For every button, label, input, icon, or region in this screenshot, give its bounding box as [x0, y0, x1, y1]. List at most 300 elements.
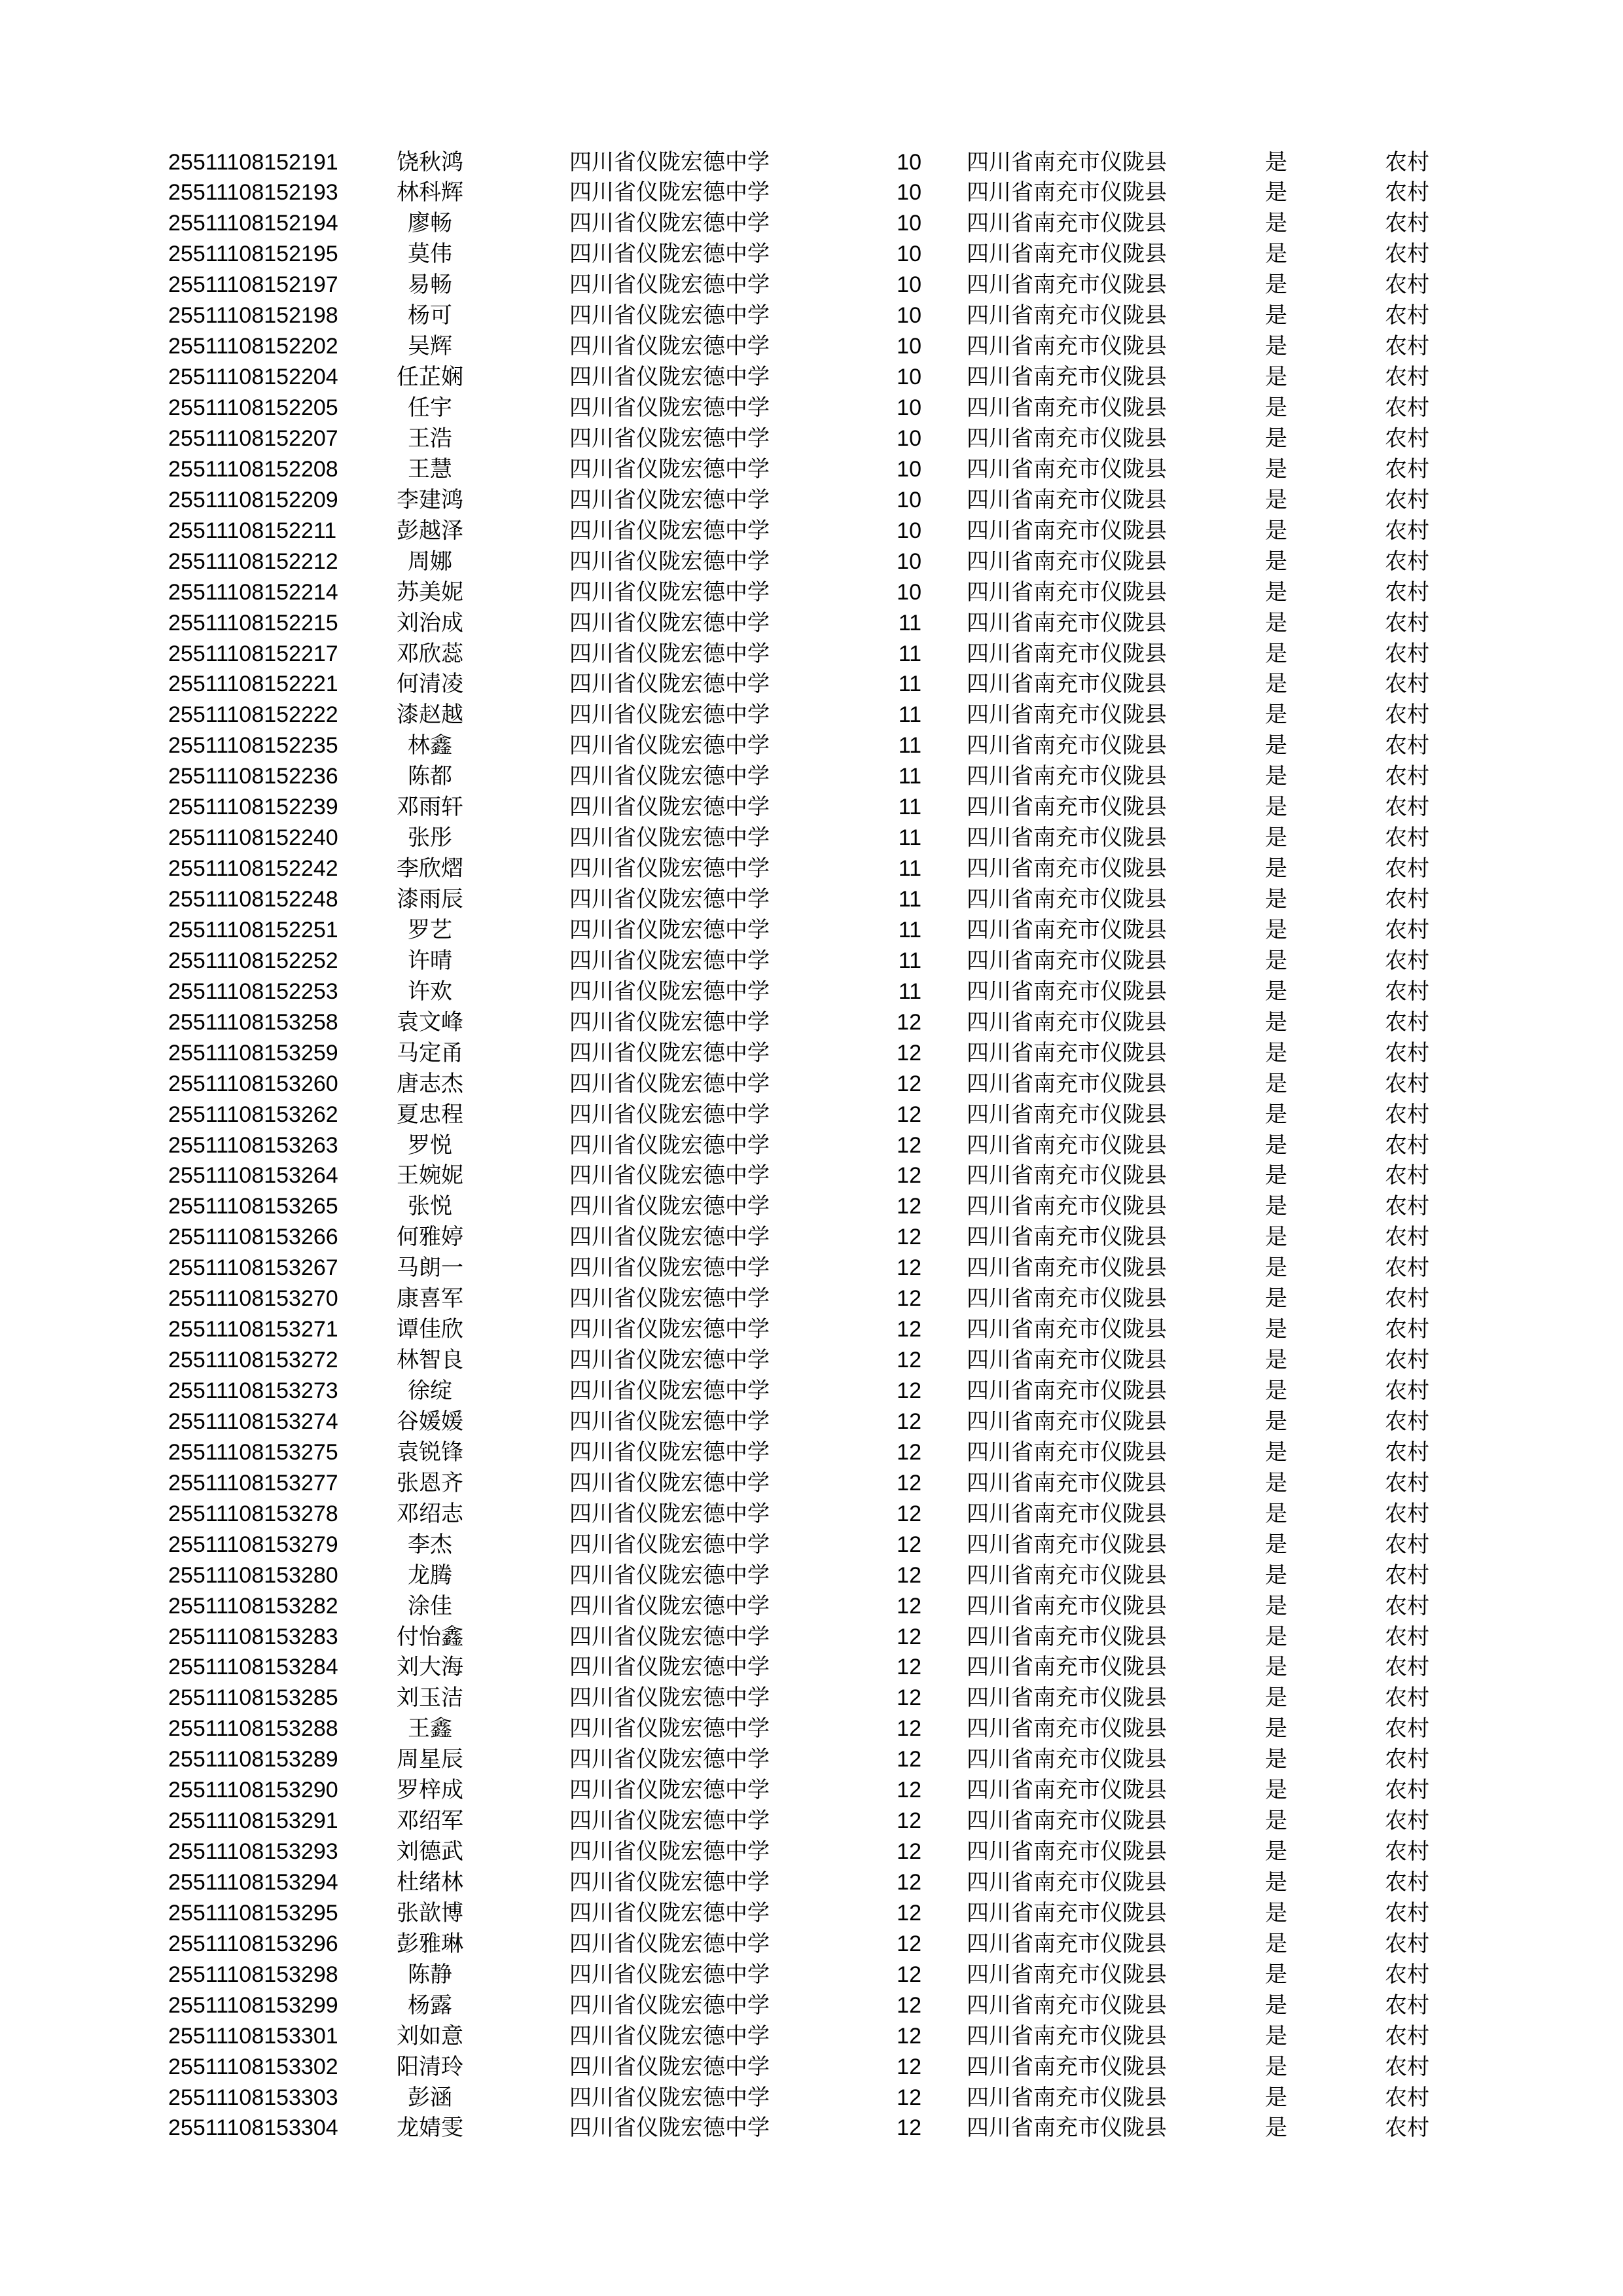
- student-name-cell: 邓雨轩: [397, 795, 463, 820]
- table-row: [0, 1253, 1623, 1283]
- region-cell: 四川省南充市仪陇县: [967, 396, 1167, 420]
- school-cell: 四川省仪陇宏德中学: [569, 795, 770, 820]
- table-row: [0, 270, 1623, 300]
- student-id-cell: 25511108153273: [168, 1378, 338, 1403]
- region-cell: 四川省南充市仪陇县: [967, 273, 1167, 298]
- confirm-flag-cell: 是: [1265, 304, 1287, 329]
- urban-rural-cell: 农村: [1385, 1164, 1429, 1189]
- table-row: [0, 1130, 1623, 1161]
- grade-cell: 12: [897, 1562, 921, 1588]
- urban-rural-cell: 农村: [1385, 857, 1429, 881]
- region-cell: 四川省南充市仪陇县: [967, 211, 1167, 236]
- grade-cell: 12: [897, 1071, 921, 1096]
- school-cell: 四川省仪陇宏德中学: [569, 948, 770, 973]
- region-cell: 四川省南充市仪陇县: [967, 611, 1167, 636]
- school-cell: 四川省仪陇宏德中学: [569, 518, 770, 543]
- student-name-cell: 何清凌: [397, 672, 463, 697]
- table-row: [0, 608, 1623, 639]
- urban-rural-cell: 农村: [1385, 672, 1429, 697]
- student-name-cell: 何雅婷: [397, 1225, 463, 1250]
- confirm-flag-cell: 是: [1265, 1440, 1287, 1465]
- school-cell: 四川省仪陇宏德中学: [569, 304, 770, 329]
- region-cell: 四川省南充市仪陇县: [967, 734, 1167, 759]
- grade-cell: 10: [897, 180, 921, 206]
- student-name-cell: 陈静: [408, 1962, 452, 1987]
- student-id-cell: 25511108153259: [168, 1040, 338, 1066]
- school-cell: 四川省仪陇宏德中学: [569, 1655, 770, 1680]
- student-name-cell: 刘德武: [397, 1840, 463, 1864]
- region-cell: 四川省南充市仪陇县: [967, 457, 1167, 482]
- student-name-cell: 马朗一: [397, 1256, 463, 1281]
- student-id-cell: 25511108152248: [168, 887, 338, 912]
- school-cell: 四川省仪陇宏德中学: [569, 150, 770, 175]
- table-row: [0, 2052, 1623, 2083]
- urban-rural-cell: 农村: [1385, 365, 1429, 390]
- school-cell: 四川省仪陇宏德中学: [569, 1318, 770, 1342]
- confirm-flag-cell: 是: [1265, 734, 1287, 759]
- region-cell: 四川省南充市仪陇县: [967, 1471, 1167, 1496]
- table-row: [0, 1591, 1623, 1622]
- grade-cell: 12: [897, 1869, 921, 1895]
- table-row: [0, 1867, 1623, 1898]
- school-cell: 四川省仪陇宏德中学: [569, 641, 770, 666]
- grade-cell: 11: [898, 702, 921, 728]
- school-cell: 四川省仪陇宏德中学: [569, 1686, 770, 1711]
- grade-cell: 12: [897, 1992, 921, 2018]
- table-row: [0, 1744, 1623, 1775]
- student-id-cell: 25511108153260: [168, 1071, 338, 1096]
- school-cell: 四川省仪陇宏德中学: [569, 211, 770, 236]
- confirm-flag-cell: 是: [1265, 150, 1287, 175]
- confirm-flag-cell: 是: [1265, 1348, 1287, 1372]
- table-row: [0, 1100, 1623, 1130]
- region-cell: 四川省南充市仪陇县: [967, 242, 1167, 267]
- urban-rural-cell: 农村: [1385, 1655, 1429, 1680]
- school-cell: 四川省仪陇宏德中学: [569, 764, 770, 789]
- grade-cell: 12: [897, 1900, 921, 1926]
- region-cell: 四川省南充市仪陇县: [967, 1931, 1167, 1956]
- school-cell: 四川省仪陇宏德中学: [569, 1164, 770, 1189]
- region-cell: 四川省南充市仪陇县: [967, 1164, 1167, 1189]
- urban-rural-cell: 农村: [1385, 1348, 1429, 1372]
- confirm-flag-cell: 是: [1265, 948, 1287, 973]
- school-cell: 四川省仪陇宏德中学: [569, 1102, 770, 1127]
- student-id-cell: 25511108152195: [168, 242, 338, 267]
- table-row: [0, 1929, 1623, 1960]
- region-cell: 四川省南充市仪陇县: [967, 1102, 1167, 1127]
- table-row: [0, 2021, 1623, 2052]
- school-cell: 四川省仪陇宏德中学: [569, 1931, 770, 1956]
- urban-rural-cell: 农村: [1385, 734, 1429, 759]
- student-id-cell: 25511108152221: [168, 672, 338, 697]
- table-row: [0, 1222, 1623, 1253]
- grade-cell: 11: [898, 978, 921, 1004]
- student-name-cell: 付怡鑫: [397, 1624, 463, 1649]
- student-name-cell: 漆赵越: [397, 703, 463, 728]
- region-cell: 四川省南充市仪陇县: [967, 1041, 1167, 1066]
- grade-cell: 12: [897, 1778, 921, 1803]
- region-cell: 四川省南充市仪陇县: [967, 1809, 1167, 1834]
- student-id-cell: 25511108152198: [168, 303, 338, 329]
- confirm-flag-cell: 是: [1265, 1041, 1287, 1066]
- urban-rural-cell: 农村: [1385, 1071, 1429, 1096]
- grade-cell: 12: [897, 1348, 921, 1372]
- table-row: [0, 669, 1623, 700]
- student-name-cell: 张悦: [408, 1194, 452, 1219]
- confirm-flag-cell: 是: [1265, 918, 1287, 942]
- region-cell: 四川省南充市仪陇县: [967, 1594, 1167, 1619]
- region-cell: 四川省南充市仪陇县: [967, 1748, 1167, 1772]
- grade-cell: 12: [897, 1655, 921, 1680]
- region-cell: 四川省南充市仪陇县: [967, 2054, 1167, 2079]
- student-name-cell: 漆雨辰: [397, 888, 463, 912]
- urban-rural-cell: 农村: [1385, 1379, 1429, 1403]
- school-cell: 四川省仪陇宏德中学: [569, 611, 770, 636]
- confirm-flag-cell: 是: [1265, 1962, 1287, 1987]
- school-cell: 四川省仪陇宏德中学: [569, 1532, 770, 1557]
- student-name-cell: 杜绪林: [397, 1870, 463, 1895]
- region-cell: 四川省南充市仪陇县: [967, 1071, 1167, 1096]
- urban-rural-cell: 农村: [1385, 580, 1429, 605]
- grade-cell: 10: [897, 242, 921, 267]
- student-id-cell: 25511108152197: [168, 272, 338, 298]
- table-row: [0, 1069, 1623, 1100]
- urban-rural-cell: 农村: [1385, 1962, 1429, 1987]
- confirm-flag-cell: 是: [1265, 211, 1287, 236]
- table-row: [0, 454, 1623, 485]
- student-name-cell: 张歆博: [397, 1901, 463, 1926]
- grade-cell: 12: [897, 1225, 921, 1250]
- confirm-flag-cell: 是: [1265, 1225, 1287, 1250]
- confirm-flag-cell: 是: [1265, 1931, 1287, 1956]
- student-id-cell: 25511108152222: [168, 702, 338, 728]
- confirm-flag-cell: 是: [1265, 549, 1287, 574]
- urban-rural-cell: 农村: [1385, 518, 1429, 543]
- region-cell: 四川省南充市仪陇县: [967, 1256, 1167, 1281]
- student-id-cell: 25511108153272: [168, 1348, 338, 1372]
- region-cell: 四川省南充市仪陇县: [967, 549, 1167, 574]
- school-cell: 四川省仪陇宏德中学: [569, 979, 770, 1004]
- student-id-cell: 25511108153258: [168, 1009, 338, 1035]
- confirm-flag-cell: 是: [1265, 518, 1287, 543]
- table-row: [0, 1837, 1623, 1867]
- urban-rural-cell: 农村: [1385, 304, 1429, 329]
- student-id-cell: 25511108153304: [168, 2115, 338, 2141]
- urban-rural-cell: 农村: [1385, 1809, 1429, 1834]
- region-cell: 四川省南充市仪陇县: [967, 764, 1167, 789]
- table-row: [0, 1038, 1623, 1069]
- confirm-flag-cell: 是: [1265, 764, 1287, 789]
- grade-cell: 12: [897, 2115, 921, 2141]
- student-name-cell: 谭佳欣: [397, 1318, 463, 1342]
- urban-rural-cell: 农村: [1385, 1840, 1429, 1864]
- grade-cell: 11: [898, 948, 921, 973]
- student-name-cell: 刘治成: [397, 611, 463, 636]
- table-row: [0, 1713, 1623, 1744]
- student-id-cell: 25511108152212: [168, 548, 338, 574]
- urban-rural-cell: 农村: [1385, 1748, 1429, 1772]
- table-row: [0, 1468, 1623, 1499]
- student-id-cell: 25511108153289: [168, 1747, 338, 1772]
- urban-rural-cell: 农村: [1385, 334, 1429, 359]
- student-name-cell: 林科辉: [397, 181, 463, 206]
- school-cell: 四川省仪陇宏德中学: [569, 1071, 770, 1096]
- table-row: [0, 1007, 1623, 1038]
- table-row: [0, 1806, 1623, 1837]
- grade-cell: 12: [897, 1501, 921, 1526]
- school-cell: 四川省仪陇宏德中学: [569, 1133, 770, 1158]
- table-row: [0, 1191, 1623, 1222]
- school-cell: 四川省仪陇宏德中学: [569, 1901, 770, 1926]
- student-name-cell: 莫伟: [408, 242, 452, 267]
- urban-rural-cell: 农村: [1385, 1471, 1429, 1496]
- confirm-flag-cell: 是: [1265, 611, 1287, 636]
- urban-rural-cell: 农村: [1385, 1194, 1429, 1219]
- grade-cell: 12: [897, 1962, 921, 1987]
- student-name-cell: 康喜军: [397, 1287, 463, 1312]
- region-cell: 四川省南充市仪陇县: [967, 1225, 1167, 1250]
- student-name-cell: 张恩齐: [397, 1471, 463, 1496]
- urban-rural-cell: 农村: [1385, 1409, 1429, 1434]
- grade-cell: 11: [898, 764, 921, 789]
- student-name-cell: 袁文峰: [397, 1010, 463, 1035]
- school-cell: 四川省仪陇宏德中学: [569, 273, 770, 298]
- table-row: [0, 946, 1623, 977]
- school-cell: 四川省仪陇宏德中学: [569, 549, 770, 574]
- grade-cell: 10: [897, 487, 921, 512]
- school-cell: 四川省仪陇宏德中学: [569, 1287, 770, 1312]
- grade-cell: 11: [898, 887, 921, 912]
- table-row: [0, 1530, 1623, 1560]
- student-name-cell: 林鑫: [408, 734, 452, 759]
- confirm-flag-cell: 是: [1265, 1993, 1287, 2018]
- confirm-flag-cell: 是: [1265, 672, 1287, 697]
- table-row: [0, 1160, 1623, 1191]
- urban-rural-cell: 农村: [1385, 1686, 1429, 1711]
- confirm-flag-cell: 是: [1265, 396, 1287, 420]
- confirm-flag-cell: 是: [1265, 273, 1287, 298]
- grade-cell: 12: [897, 1439, 921, 1465]
- region-cell: 四川省南充市仪陇县: [967, 2024, 1167, 2049]
- confirm-flag-cell: 是: [1265, 1133, 1287, 1158]
- student-id-cell: 25511108153301: [168, 2023, 338, 2049]
- table-row: [0, 792, 1623, 823]
- student-name-cell: 王浩: [408, 426, 452, 451]
- student-name-cell: 罗梓成: [397, 1778, 463, 1803]
- confirm-flag-cell: 是: [1265, 1686, 1287, 1711]
- student-id-cell: 25511108153296: [168, 1931, 338, 1956]
- confirm-flag-cell: 是: [1265, 1501, 1287, 1526]
- grade-cell: 12: [897, 1163, 921, 1189]
- table-row: [0, 547, 1623, 577]
- table-row: [0, 362, 1623, 393]
- student-id-cell: 25511108153277: [168, 1470, 338, 1496]
- student-id-cell: 25511108152251: [168, 917, 338, 942]
- student-name-cell: 马定甬: [397, 1041, 463, 1066]
- school-cell: 四川省仪陇宏德中学: [569, 2116, 770, 2141]
- region-cell: 四川省南充市仪陇县: [967, 1348, 1167, 1372]
- grade-cell: 11: [898, 610, 921, 636]
- grade-cell: 12: [897, 1132, 921, 1158]
- student-id-cell: 25511108153279: [168, 1532, 338, 1557]
- confirm-flag-cell: 是: [1265, 703, 1287, 728]
- confirm-flag-cell: 是: [1265, 795, 1287, 820]
- table-row: [0, 208, 1623, 239]
- grade-cell: 12: [897, 1009, 921, 1035]
- grade-cell: 10: [897, 456, 921, 482]
- student-id-cell: 25511108153267: [168, 1255, 338, 1281]
- confirm-flag-cell: 是: [1265, 1256, 1287, 1281]
- student-id-cell: 25511108152211: [168, 518, 337, 543]
- grade-cell: 12: [897, 1931, 921, 1956]
- grade-cell: 11: [898, 733, 921, 759]
- region-cell: 四川省南充市仪陇县: [967, 641, 1167, 666]
- school-cell: 四川省仪陇宏德中学: [569, 1225, 770, 1250]
- grade-cell: 12: [897, 2023, 921, 2049]
- student-name-cell: 周星辰: [397, 1748, 463, 1772]
- student-name-cell: 王慧: [408, 457, 452, 482]
- school-cell: 四川省仪陇宏德中学: [569, 1471, 770, 1496]
- student-id-cell: 25511108152242: [168, 856, 338, 881]
- confirm-flag-cell: 是: [1265, 1102, 1287, 1127]
- region-cell: 四川省南充市仪陇县: [967, 1501, 1167, 1526]
- table-row: [0, 1775, 1623, 1806]
- student-id-cell: 25511108153290: [168, 1778, 338, 1803]
- region-cell: 四川省南充市仪陇县: [967, 1194, 1167, 1219]
- school-cell: 四川省仪陇宏德中学: [569, 181, 770, 206]
- region-cell: 四川省南充市仪陇县: [967, 795, 1167, 820]
- region-cell: 四川省南充市仪陇县: [967, 518, 1167, 543]
- region-cell: 四川省南充市仪陇县: [967, 857, 1167, 881]
- student-id-cell: 25511108153303: [168, 2085, 338, 2110]
- student-name-cell: 苏美妮: [397, 580, 463, 605]
- table-row: [0, 1283, 1623, 1314]
- table-row: [0, 730, 1623, 761]
- student-name-cell: 袁锐锋: [397, 1440, 463, 1465]
- table-row: [0, 1345, 1623, 1376]
- school-cell: 四川省仪陇宏德中学: [569, 580, 770, 605]
- region-cell: 四川省南充市仪陇县: [967, 1686, 1167, 1711]
- grade-cell: 12: [897, 1317, 921, 1342]
- urban-rural-cell: 农村: [1385, 1624, 1429, 1649]
- region-cell: 四川省南充市仪陇县: [967, 1840, 1167, 1864]
- urban-rural-cell: 农村: [1385, 150, 1429, 175]
- confirm-flag-cell: 是: [1265, 979, 1287, 1004]
- student-name-cell: 刘玉洁: [397, 1686, 463, 1711]
- grade-cell: 10: [897, 425, 921, 451]
- grade-cell: 12: [897, 2085, 921, 2110]
- grade-cell: 10: [897, 518, 921, 543]
- grade-cell: 11: [898, 825, 921, 851]
- student-name-cell: 夏忠程: [397, 1102, 463, 1127]
- student-name-cell: 徐绽: [408, 1379, 452, 1403]
- student-name-cell: 王婉妮: [397, 1164, 463, 1189]
- student-id-cell: 25511108153280: [168, 1562, 338, 1588]
- urban-rural-cell: 农村: [1385, 1501, 1429, 1526]
- confirm-flag-cell: 是: [1265, 1409, 1287, 1434]
- confirm-flag-cell: 是: [1265, 488, 1287, 512]
- urban-rural-cell: 农村: [1385, 1256, 1429, 1281]
- urban-rural-cell: 农村: [1385, 2085, 1429, 2110]
- table-row: [0, 393, 1623, 423]
- region-cell: 四川省南充市仪陇县: [967, 1409, 1167, 1434]
- urban-rural-cell: 农村: [1385, 1717, 1429, 1742]
- region-cell: 四川省南充市仪陇县: [967, 181, 1167, 206]
- school-cell: 四川省仪陇宏德中学: [569, 1748, 770, 1772]
- table-row: [0, 2083, 1623, 2113]
- student-name-cell: 刘如意: [397, 2024, 463, 2049]
- student-id-cell: 25511108153298: [168, 1962, 338, 1987]
- confirm-flag-cell: 是: [1265, 1318, 1287, 1342]
- region-cell: 四川省南充市仪陇县: [967, 1901, 1167, 1926]
- urban-rural-cell: 农村: [1385, 1287, 1429, 1312]
- table-row: [0, 1652, 1623, 1683]
- student-id-cell: 25511108152235: [168, 733, 338, 759]
- urban-rural-cell: 农村: [1385, 979, 1429, 1004]
- student-id-cell: 25511108153291: [168, 1808, 338, 1834]
- table-row: [0, 884, 1623, 915]
- table-row: [0, 761, 1623, 792]
- region-cell: 四川省南充市仪陇县: [967, 1318, 1167, 1342]
- urban-rural-cell: 农村: [1385, 181, 1429, 206]
- region-cell: 四川省南充市仪陇县: [967, 304, 1167, 329]
- table-row: [0, 177, 1623, 208]
- student-name-cell: 杨露: [408, 1993, 452, 2018]
- table-row: [0, 1376, 1623, 1407]
- student-name-cell: 涂佳: [408, 1594, 452, 1619]
- urban-rural-cell: 农村: [1385, 1041, 1429, 1066]
- confirm-flag-cell: 是: [1265, 1717, 1287, 1742]
- student-id-cell: 25511108152204: [168, 365, 338, 390]
- table-row: [0, 853, 1623, 884]
- region-cell: 四川省南充市仪陇县: [967, 918, 1167, 942]
- student-name-cell: 罗悦: [408, 1133, 452, 1158]
- school-cell: 四川省仪陇宏德中学: [569, 1962, 770, 1987]
- school-cell: 四川省仪陇宏德中学: [569, 1809, 770, 1834]
- region-cell: 四川省南充市仪陇县: [967, 1379, 1167, 1403]
- urban-rural-cell: 农村: [1385, 457, 1429, 482]
- confirm-flag-cell: 是: [1265, 1840, 1287, 1864]
- region-cell: 四川省南充市仪陇县: [967, 1440, 1167, 1465]
- student-id-cell: 25511108153264: [168, 1163, 338, 1189]
- confirm-flag-cell: 是: [1265, 242, 1287, 267]
- urban-rural-cell: 农村: [1385, 1870, 1429, 1895]
- student-name-cell: 陈都: [408, 764, 452, 789]
- school-cell: 四川省仪陇宏德中学: [569, 396, 770, 420]
- grade-cell: 10: [897, 211, 921, 236]
- region-cell: 四川省南充市仪陇县: [967, 1655, 1167, 1680]
- student-id-cell: 25511108152207: [168, 425, 338, 451]
- school-cell: 四川省仪陇宏德中学: [569, 2024, 770, 2049]
- grade-cell: 10: [897, 149, 921, 175]
- urban-rural-cell: 农村: [1385, 703, 1429, 728]
- urban-rural-cell: 农村: [1385, 1931, 1429, 1956]
- grade-cell: 12: [897, 2054, 921, 2079]
- region-cell: 四川省南充市仪陇县: [967, 1870, 1167, 1895]
- grade-cell: 11: [898, 795, 921, 820]
- urban-rural-cell: 农村: [1385, 2116, 1429, 2141]
- school-cell: 四川省仪陇宏德中学: [569, 1409, 770, 1434]
- student-id-cell: 25511108152202: [168, 334, 338, 359]
- student-id-cell: 25511108152240: [168, 825, 338, 851]
- grade-cell: 12: [897, 1747, 921, 1772]
- school-cell: 四川省仪陇宏德中学: [569, 888, 770, 912]
- student-id-cell: 25511108152194: [168, 211, 338, 236]
- grade-cell: 12: [897, 1593, 921, 1619]
- urban-rural-cell: 农村: [1385, 549, 1429, 574]
- region-cell: 四川省南充市仪陇县: [967, 488, 1167, 512]
- student-id-cell: 25511108153284: [168, 1655, 338, 1680]
